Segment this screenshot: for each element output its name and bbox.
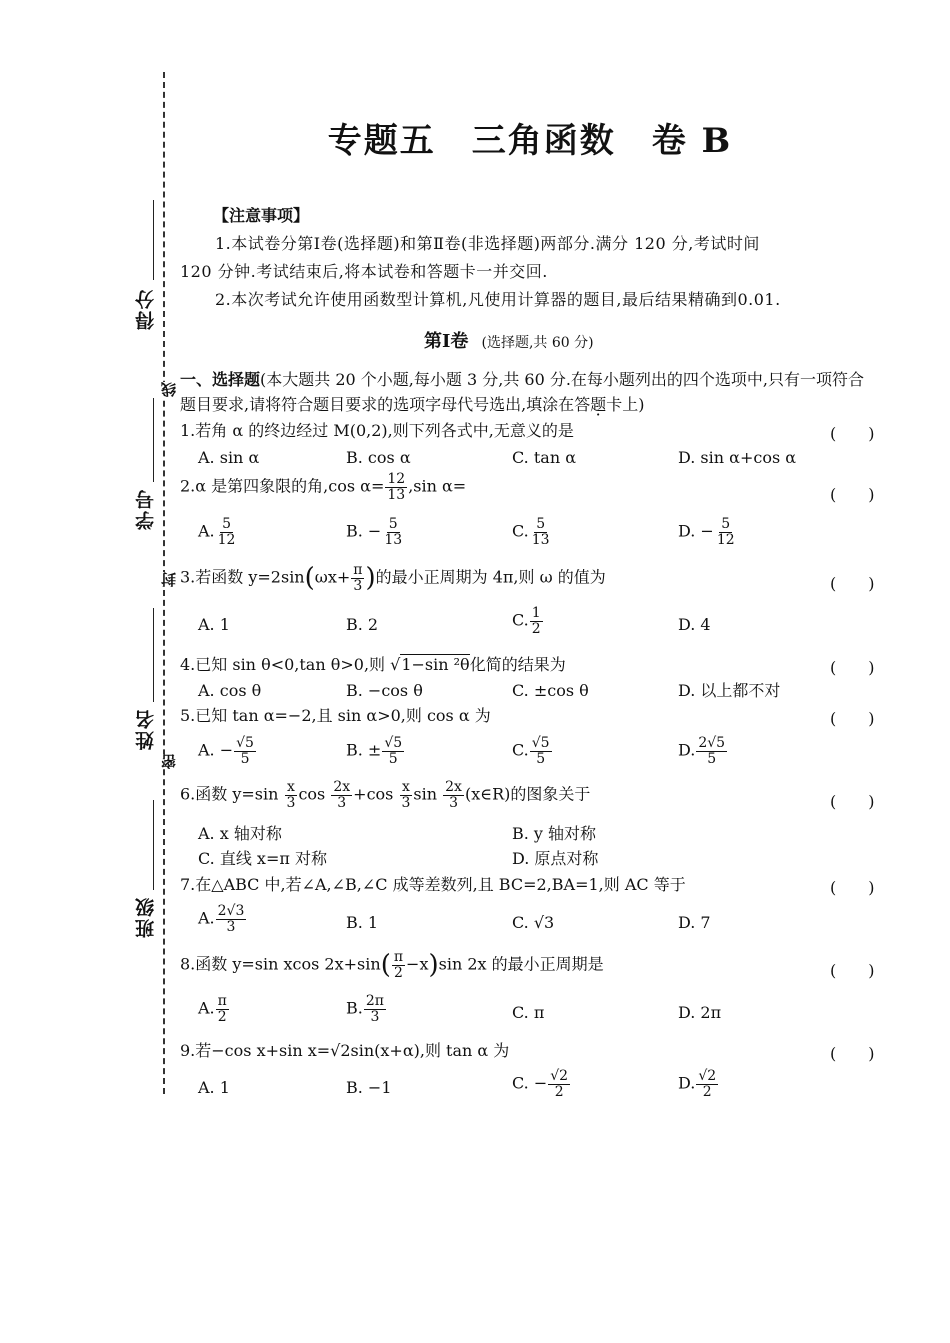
part1-subtitle: (选择题,共 60 分) bbox=[481, 335, 594, 351]
q6-option-d: D. 原点对称 bbox=[512, 849, 599, 868]
q8-stem-b: sin 2x 的最小正周期是 bbox=[438, 954, 604, 974]
q6-f1-den: 3 bbox=[286, 794, 296, 811]
q3-c-frac bbox=[530, 606, 543, 636]
q5-a-den: 5 bbox=[240, 750, 250, 767]
q3-pi-frac bbox=[351, 563, 364, 593]
q1-option-a: A. sin α bbox=[198, 448, 260, 467]
q4-stem-a: 4.已知 sin θ<0,tan θ>0,则 √ bbox=[180, 655, 401, 674]
q6-answer-paren: ( ) bbox=[830, 792, 875, 811]
q8-stem bbox=[180, 950, 604, 980]
q3-option-d: D. 4 bbox=[678, 615, 711, 634]
student-id-blank-line bbox=[153, 398, 154, 482]
q3-pi: π bbox=[353, 562, 363, 578]
q5-c-label: C. bbox=[512, 740, 529, 760]
q6-frac1 bbox=[285, 780, 298, 810]
q6-option-c: C. 直线 x=π 对称 bbox=[198, 849, 327, 868]
q4-option-d: D. 以上都不对 bbox=[678, 681, 781, 700]
q2-option-a bbox=[198, 517, 238, 547]
q5-c-num: √5 bbox=[531, 735, 550, 751]
q6-option-b: B. y 轴对称 bbox=[512, 824, 597, 843]
q4-radicand: 1−sin ²θ bbox=[401, 655, 470, 674]
q2-c-den: 13 bbox=[531, 531, 550, 548]
q2-stem-a: 2.α 是第四象限的角,cos α= bbox=[180, 476, 385, 496]
q6-f2-num: 2x bbox=[333, 779, 351, 795]
q4-option-a: A. cos θ bbox=[198, 681, 262, 700]
q5-c-den: 5 bbox=[536, 750, 546, 767]
q8-pi: π bbox=[393, 949, 404, 965]
q6-s1: cos bbox=[298, 784, 326, 804]
notice-item1-line2: 120 分钟.考试结束后,将本试卷和答题卡一并交回. bbox=[180, 262, 548, 281]
q8-b-frac bbox=[364, 994, 386, 1024]
q9-stem: 9.若−cos x+sin x=√2sin(x+α),则 tan α 为 bbox=[180, 1041, 510, 1060]
q5-option-b bbox=[346, 736, 405, 766]
seal-seal-char: 封 bbox=[160, 572, 178, 587]
q3-stem bbox=[180, 563, 606, 593]
q8-option-c: C. π bbox=[512, 1003, 545, 1022]
section1-desc2a: 题目要求,请将符合题目要求的选项字母代号选出,填涂在 bbox=[180, 395, 575, 414]
q9-c-frac bbox=[548, 1069, 570, 1099]
seal-line-char: 线 bbox=[160, 382, 178, 397]
q6-f4-den: 3 bbox=[449, 794, 458, 811]
q4-answer-paren: ( ) bbox=[830, 658, 875, 677]
q1-stem: 1.若角 α 的终边经过 M(0,2),则下列各式中,无意义的是 bbox=[180, 421, 574, 440]
q7-option-b: B. 1 bbox=[346, 913, 379, 932]
q2-d-num: 5 bbox=[721, 516, 731, 532]
q4-option-c: C. ±cos θ bbox=[512, 681, 589, 700]
q1-option-c: C. tan α bbox=[512, 448, 577, 467]
notice-item1-line1: 1.本试卷分第Ⅰ卷(选择题)和第Ⅱ卷(非选择题)两部分.满分 120 分,考试时间 bbox=[215, 234, 760, 253]
q5-b-label: B. ± bbox=[346, 740, 382, 760]
q6-stem-b: (x∈R)的图象关于 bbox=[464, 784, 591, 804]
section1-desc-line2 bbox=[180, 395, 644, 416]
q9-c-num: √2 bbox=[550, 1068, 569, 1084]
q1-option-b: B. cos α bbox=[346, 448, 411, 467]
q9-d-frac bbox=[696, 1069, 718, 1099]
q8-inner: −x bbox=[406, 954, 429, 974]
q2-b-label: B. − bbox=[346, 521, 382, 541]
q5-stem: 5.已知 tan α=−2,且 sin α>0,则 cos α 为 bbox=[180, 706, 491, 725]
q2-d-frac bbox=[715, 517, 737, 547]
q5-answer-paren: ( ) bbox=[830, 709, 875, 728]
q3-c-label: C. bbox=[512, 610, 529, 630]
q6-s2: +cos bbox=[353, 784, 394, 804]
q9-option-b: B. −1 bbox=[346, 1078, 392, 1097]
q6-f1-num: x bbox=[287, 779, 295, 795]
q5-a-label: A. − bbox=[198, 740, 234, 760]
q5-option-a bbox=[198, 736, 257, 766]
q7-option-a bbox=[198, 904, 247, 934]
q2-d-label: D. − bbox=[678, 521, 714, 541]
q1-answer-paren: ( ) bbox=[830, 424, 875, 443]
q2-answer-paren: ( ) bbox=[830, 485, 875, 504]
q6-f3-den: 3 bbox=[401, 794, 411, 811]
q7-option-d: D. 7 bbox=[678, 913, 711, 932]
q8-b-num: 2π bbox=[365, 993, 384, 1009]
q9-c-label: C. − bbox=[512, 1073, 548, 1093]
class-label: 班级 bbox=[135, 896, 157, 938]
q3-c-den: 2 bbox=[531, 620, 541, 637]
q7-a-num: 2√3 bbox=[217, 903, 245, 919]
q2-b-den: 13 bbox=[384, 531, 403, 548]
section1-desc-line1 bbox=[180, 370, 864, 391]
section1-desc2c: 上) bbox=[622, 395, 645, 414]
q9-c-den: 2 bbox=[554, 1083, 564, 1100]
q2-a-frac bbox=[216, 517, 238, 547]
q3-left-paren: ( bbox=[304, 563, 315, 594]
q8-option-a bbox=[198, 994, 230, 1024]
q3-stem-b: 的最小正周期为 4π,则 ω 的值为 bbox=[375, 567, 606, 587]
q7-option-c: C. √3 bbox=[512, 913, 555, 932]
q7-a-frac bbox=[216, 904, 247, 934]
q2-option-b bbox=[346, 517, 405, 547]
q2-a-label: A. bbox=[198, 521, 215, 541]
q5-d-num: 2√5 bbox=[698, 735, 726, 751]
q3-c-num: 1 bbox=[531, 605, 541, 621]
q8-b-den: 3 bbox=[370, 1008, 380, 1025]
q5-b-frac bbox=[382, 736, 404, 766]
q2-c-num: 5 bbox=[536, 516, 546, 532]
q2-b-num: 5 bbox=[388, 516, 398, 532]
section1-label: 一、选择题 bbox=[180, 370, 261, 389]
q8-b-label: B. bbox=[346, 998, 363, 1018]
q7-stem: 7.在△ABC 中,若∠A,∠B,∠C 成等差数列,且 BC=2,BA=1,则 AC 等于 bbox=[180, 875, 686, 894]
q6-f2-den: 3 bbox=[337, 794, 347, 811]
q8-two: 2 bbox=[393, 964, 403, 981]
q7-a-label: A. bbox=[198, 908, 215, 928]
q8-option-b bbox=[346, 994, 387, 1024]
q8-left-paren: ( bbox=[380, 950, 391, 981]
q2-option-d bbox=[678, 517, 738, 547]
q5-a-num: √5 bbox=[236, 735, 254, 751]
q8-right-paren: ) bbox=[428, 950, 439, 981]
q8-answer-paren: ( ) bbox=[830, 961, 875, 980]
q2-c-label: C. bbox=[512, 521, 529, 541]
seal-secret-char: 密 bbox=[160, 754, 178, 769]
q2-frac-num: 12 bbox=[387, 471, 406, 487]
q6-option-a: A. x 轴对称 bbox=[198, 824, 282, 843]
notice-heading: 【注意事项】 bbox=[213, 206, 310, 225]
section1-desc1: (本大题共 20 个小题,每小题 3 分,共 60 分.在每小题列出的四个选项中,只有一项符合 bbox=[260, 370, 865, 389]
q4-stem-b: 化简的结果为 bbox=[469, 655, 566, 674]
q5-d-frac bbox=[696, 736, 727, 766]
q2-d-den: 12 bbox=[716, 531, 735, 548]
q6-stem bbox=[180, 780, 590, 810]
q8-option-d: D. 2π bbox=[678, 1003, 722, 1022]
q9-d-num: √2 bbox=[698, 1068, 717, 1084]
q3-right-paren: ) bbox=[365, 563, 376, 594]
q8-stem-a: 8.函数 y=sin xcos 2x+sin bbox=[180, 954, 381, 974]
q4-option-b: B. −cos θ bbox=[346, 681, 423, 700]
q9-option-c bbox=[512, 1069, 571, 1099]
q3-answer-paren: ( ) bbox=[830, 574, 875, 593]
q3-stem-a: 3.若函数 y=2sin bbox=[180, 567, 305, 587]
q6-f4-num: 2x bbox=[445, 779, 462, 795]
page-title: 专题五 三角函数 卷 B bbox=[327, 121, 733, 161]
q2-b-frac bbox=[382, 517, 404, 547]
q6-stem-a: 6.函数 y=sin bbox=[180, 784, 279, 804]
q9-answer-paren: ( ) bbox=[830, 1044, 875, 1063]
q5-c-frac bbox=[530, 736, 552, 766]
q1-option-d: D. sin α+cos α bbox=[678, 448, 797, 467]
q5-d-den: 5 bbox=[707, 750, 717, 767]
q5-a-frac bbox=[234, 736, 256, 766]
name-blank-line bbox=[153, 608, 154, 702]
q6-frac4 bbox=[443, 780, 464, 810]
q6-s3: sin bbox=[413, 784, 438, 804]
q3-three: 3 bbox=[353, 577, 363, 594]
q9-option-d bbox=[678, 1069, 719, 1099]
q7-answer-paren: ( ) bbox=[830, 878, 875, 897]
q8-a-num: π bbox=[217, 993, 227, 1009]
q2-fraction bbox=[385, 472, 407, 502]
q2-a-den: 12 bbox=[217, 531, 236, 548]
q8-a-frac bbox=[216, 994, 229, 1024]
q5-b-den: 5 bbox=[388, 750, 398, 767]
q2-frac-den: 13 bbox=[387, 486, 406, 503]
q9-d-label: D. bbox=[678, 1073, 696, 1093]
q9-d-den: 2 bbox=[702, 1083, 712, 1100]
q9-option-a: A. 1 bbox=[198, 1078, 230, 1097]
q6-frac2 bbox=[331, 780, 352, 810]
q2-a-num: 5 bbox=[222, 516, 232, 532]
q2-stem-b: ,sin α= bbox=[408, 476, 467, 496]
q5-b-num: √5 bbox=[384, 735, 403, 751]
q5-option-c bbox=[512, 736, 553, 766]
q3-option-c bbox=[512, 606, 544, 636]
q5-option-d bbox=[678, 736, 728, 766]
q2-c-frac bbox=[530, 517, 552, 547]
part1-header bbox=[424, 330, 594, 353]
q6-f3-num: x bbox=[401, 779, 410, 795]
notice-item2: 2.本次考试允许使用函数型计算机,凡使用计算器的题目,最后结果精确到0.01. bbox=[215, 290, 781, 309]
q4-stem bbox=[180, 655, 566, 676]
name-label: 姓名 bbox=[135, 708, 157, 750]
q3-option-b: B. 2 bbox=[346, 615, 379, 634]
q3-option-a: A. 1 bbox=[198, 615, 230, 634]
q5-d-label: D. bbox=[678, 740, 696, 760]
class-blank-line bbox=[153, 800, 154, 890]
q6-frac3 bbox=[399, 780, 412, 810]
score-blank-line bbox=[153, 200, 154, 280]
q8-pi-frac bbox=[392, 950, 405, 980]
student-id-label: 学号 bbox=[135, 488, 157, 530]
q2-stem bbox=[180, 472, 466, 502]
section1-desc2b: 答题卡 bbox=[574, 395, 623, 414]
q3-inner: ωx+ bbox=[314, 567, 351, 587]
score-label: 得分 bbox=[135, 288, 157, 330]
part1-title: 第Ⅰ卷 bbox=[424, 331, 469, 352]
q2-option-c bbox=[512, 517, 553, 547]
q8-a-den: 2 bbox=[217, 1008, 227, 1025]
q7-a-den: 3 bbox=[226, 918, 236, 935]
q8-a-label: A. bbox=[198, 998, 215, 1018]
